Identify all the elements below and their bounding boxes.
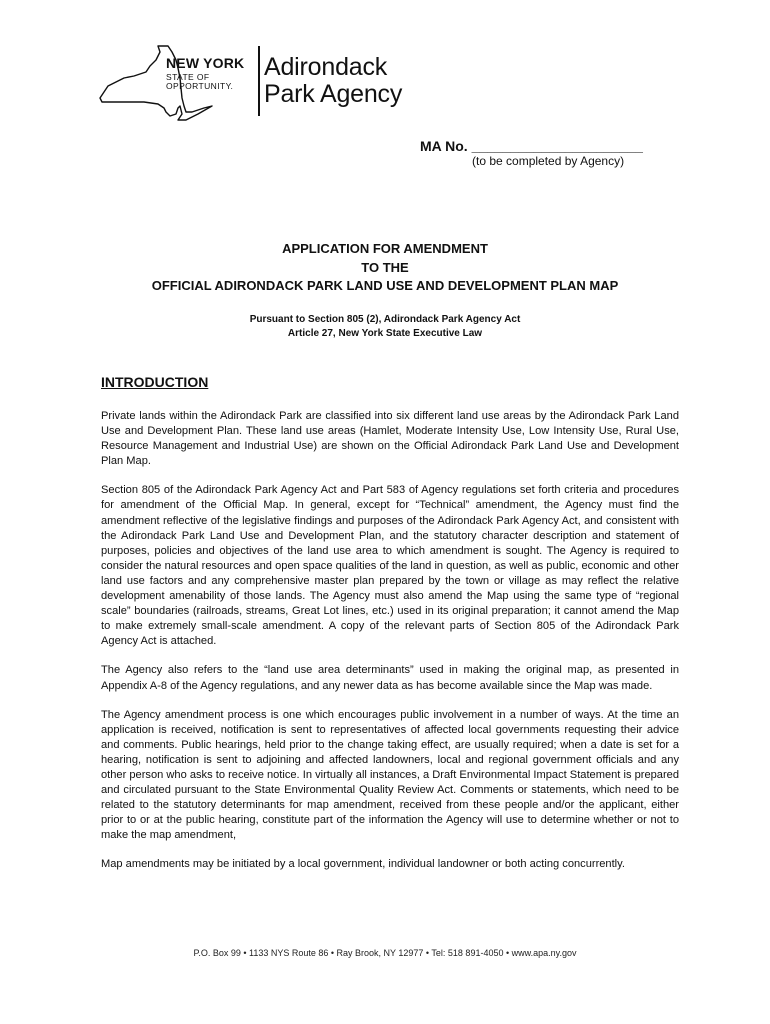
document-subtitle xyxy=(0,313,770,340)
agency-name-line-1: Adirondack xyxy=(264,53,388,81)
title-line-1: APPLICATION FOR AMENDMENT xyxy=(282,241,488,256)
subtitle-line-1: Pursuant to Section 805 (2), Adirondack Park Agency Act xyxy=(249,314,521,325)
title-line-2: TO THE xyxy=(361,259,409,275)
agency-wordmark xyxy=(264,54,402,108)
paragraph: Section 805 of the Adirondack Park Agency Act and Part 583 of Agency regulations set forth criteria and procedures for amendment of the Official Map. In general, except for “Technical” amendment, the Agency must find the amendment reflective of the legislative findings and purposes of the Adirondack Park Agency Act, and consistent with the Adirondack Park Land Use and Development Plan, and the statutory character description and statement of purposes, policies and objectives of the land use area to which amendment is sought. The Agency is required to consider the natural resources and open space qualities of the land in question, as well as public, economic and other land use factors and any comprehensive master plan prepared by the town or village as may reflect the relative development amenability of those lands. The Agency must also amend the Map using the same type of “regional scale” boundaries (railroads, streams, Great Lot lines, etc.) used in its original preparation; it cannot amend the Map to make extremely small-scale amendment. A copy of the relevant parts of Section 805 of the Adirondack Park Agency Act is attached. xyxy=(101,484,679,648)
ny-state-name: NEW YORK xyxy=(166,55,245,71)
logo-divider xyxy=(258,46,260,116)
introduction-heading: INTRODUCTION xyxy=(101,374,209,390)
ma-number-note: (to be completed by Agency) xyxy=(472,154,625,168)
ma-number-field: MA No. ______________________ xyxy=(420,138,643,154)
ny-tagline-line-1: STATE OF xyxy=(166,72,210,82)
introduction-body xyxy=(101,409,679,887)
paragraph: The Agency amendment process is one which encourages public involvement in a number of ways. At the time an application is received, notification is sent to representatives of affected local governments requesting their advice and comments. Public hearings, held prior to the change taking effect, are usually required; when a date is set for a hearing, notification is sent to adjoining and affected landowners, local and regional government officials and any other person who asks to receive notice. In virtually all instances, a Draft Environmental Impact Statement is prepared and circulated pursuant to the State Environmental Quality Review Act. Comments or statements, which need to be related to the statutory determinants for map amendment, received from these people and/or the applicant, either prior to or at the public hearing, constitute part of the information the Agency will use to determine whether or not to make the map amendment, xyxy=(101,708,679,842)
agency-name-line-2: Park Agency xyxy=(264,79,403,108)
subtitle-line-2: Article 27, New York State Executive Law xyxy=(287,327,483,339)
page-footer: P.O. Box 99 • 1133 NYS Route 86 • Ray Brook, NY 12977 • Tel: 518 891-4050 • www.apa.ny.gov xyxy=(193,948,577,958)
title-line-3: OFFICIAL ADIRONDACK PARK LAND USE AND DEVELOPMENT PLAN MAP xyxy=(151,278,619,293)
ny-tagline-line-2: OPPORTUNITY. xyxy=(166,80,234,91)
paragraph: Private lands within the Adirondack Park are classified into six different land use areas by the Adirondack Park Land Use and Development Plan. These land use areas (Hamlet, Moderate Intensity Use, Low Intensity Use, Rural Use, Resource Management and Industrial Use) are shown on the Official Adirondack Park Land Use and Development Plan Map. xyxy=(101,410,679,468)
ny-state-wordmark xyxy=(166,56,244,91)
document-title xyxy=(0,240,770,296)
paragraph: Map amendments may be initiated by a local government, individual landowner or both acting concurrently. xyxy=(101,858,625,871)
agency-logo xyxy=(98,40,428,124)
paragraph: The Agency also refers to the “land use area determinants” used in making the original map, as presented in Appendix A-8 of the Agency regulations, and any newer data as has become available since the Map was made. xyxy=(101,664,679,692)
